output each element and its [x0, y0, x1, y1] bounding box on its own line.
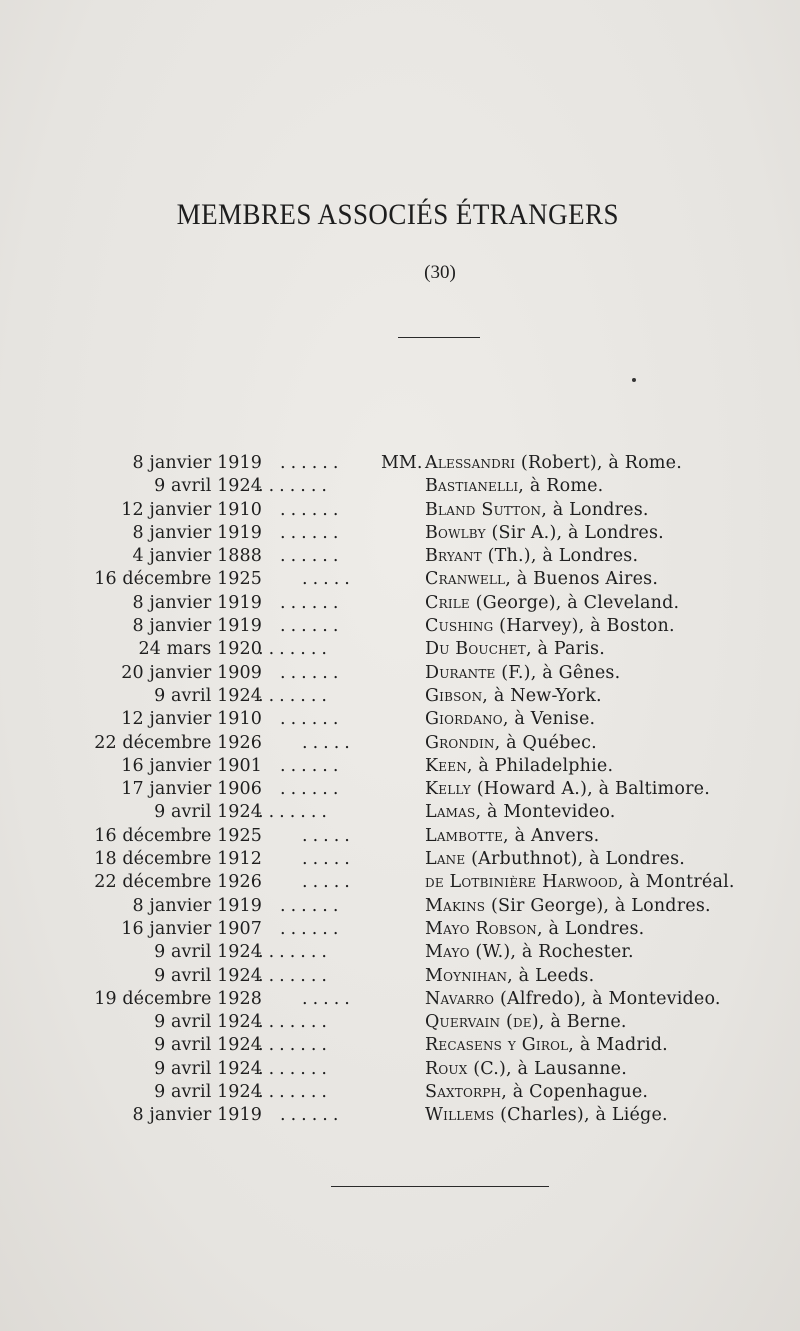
member-details: , à Berne.	[538, 1012, 627, 1033]
member-details: , à Londres.	[537, 918, 645, 939]
member-row	[0, 1058, 800, 1081]
leader-dots: ......	[280, 755, 344, 776]
member-date: 9 avril 1924	[154, 685, 262, 706]
member-date: 19 décembre 1928	[94, 988, 262, 1009]
member-details: , à Londres.	[541, 499, 649, 520]
member-name	[425, 1058, 627, 1081]
member-row	[0, 848, 800, 871]
member-name	[425, 545, 638, 568]
member-surname: Recasens y Girol	[425, 1035, 569, 1056]
member-details: , à Philadelphie.	[466, 755, 614, 776]
member-row	[0, 499, 800, 522]
leader-dots: ......	[280, 616, 344, 637]
leader-dots: ......	[280, 895, 344, 916]
member-name	[425, 895, 711, 918]
leader-dots: ......	[280, 522, 344, 543]
leader-dots: .......	[258, 685, 332, 706]
member-date: 8 janvier 1919	[132, 453, 262, 473]
member-row	[0, 638, 800, 661]
member-row	[0, 662, 800, 685]
member-details: (Alfredo), à Montevideo.	[494, 988, 721, 1009]
member-row	[0, 708, 800, 731]
member-surname: Cranwell	[425, 569, 506, 590]
member-details: (W.), à Rochester.	[469, 942, 634, 963]
member-row	[0, 778, 800, 801]
member-name	[425, 801, 616, 824]
member-date: 16 décembre 1925	[94, 825, 262, 846]
member-date: 20 janvier 1909	[121, 662, 262, 683]
member-name	[425, 988, 721, 1011]
member-details: , à Leeds.	[507, 965, 595, 986]
member-details: , à New-York.	[482, 685, 602, 706]
member-row	[0, 755, 800, 778]
member-surname: Moynihan	[425, 965, 508, 986]
member-surname: Navarro	[425, 988, 495, 1009]
member-row	[0, 1034, 800, 1057]
member-surname: Bland Sutton	[425, 499, 542, 520]
leader-dots: ......	[280, 779, 344, 800]
member-details: , à Montevideo.	[475, 802, 616, 823]
member-surname: Bowlby	[425, 522, 486, 543]
member-date: 22 décembre 1926	[94, 732, 262, 753]
member-date: 12 janvier 1910	[121, 499, 262, 520]
member-row	[0, 685, 800, 708]
member-name	[425, 685, 602, 708]
leader-dots: ......	[280, 662, 344, 683]
member-name	[425, 848, 685, 871]
leader-dots: .....	[302, 849, 355, 870]
member-surname: Bastianelli	[425, 476, 519, 497]
member-date: 8 janvier 1919	[132, 1105, 262, 1126]
member-surname: Quervain (de)	[425, 1012, 539, 1033]
member-date: 16 janvier 1907	[121, 918, 262, 939]
member-date: 4 janvier 1888	[132, 546, 262, 567]
leader-dots: .......	[258, 639, 332, 660]
member-row	[0, 615, 800, 638]
member-name	[425, 732, 597, 755]
member-surname: Durante	[425, 662, 496, 683]
member-surname: Lane	[425, 849, 466, 870]
member-details: (Sir A.), à Londres.	[485, 522, 664, 543]
leader-dots: .......	[258, 1082, 332, 1103]
member-row	[0, 592, 800, 615]
member-surname: Gibson	[425, 685, 483, 706]
leader-dots: .....	[302, 988, 355, 1009]
leader-dots: .....	[302, 825, 355, 846]
member-surname: Keen	[425, 755, 467, 776]
member-date: 24 mars 1920	[138, 639, 262, 660]
member-row	[0, 965, 800, 988]
member-date: 9 avril 1924	[154, 942, 262, 963]
member-count: (30)	[424, 262, 456, 283]
member-name	[425, 825, 599, 848]
member-name	[425, 452, 682, 475]
member-details: , à Rome.	[518, 476, 604, 497]
member-name	[425, 708, 595, 731]
member-date: 17 janvier 1906	[121, 779, 262, 800]
member-date: 16 janvier 1901	[121, 755, 262, 776]
member-surname: Giordano	[425, 709, 503, 730]
member-details: (Robert), à Rome.	[515, 453, 683, 473]
member-date: 9 avril 1924	[154, 1035, 262, 1056]
member-date: 9 avril 1924	[154, 965, 262, 986]
member-surname: Kelly	[425, 779, 471, 800]
member-date: 9 avril 1924	[154, 1082, 262, 1103]
member-surname: Du Bouchet	[425, 639, 526, 660]
member-surname: de Lotbinière Harwood	[425, 872, 618, 893]
member-row	[0, 522, 800, 545]
member-name	[425, 662, 620, 685]
member-date: 8 janvier 1919	[132, 616, 262, 637]
leader-dots: .....	[302, 732, 355, 753]
members-list	[0, 452, 800, 1128]
member-row	[0, 732, 800, 755]
member-details: , à Paris.	[525, 639, 605, 660]
member-date: 8 janvier 1919	[132, 522, 262, 543]
leader-dots: .....	[302, 872, 355, 893]
member-name	[425, 1081, 648, 1104]
member-details: , à Anvers.	[503, 825, 600, 846]
member-row	[0, 871, 800, 894]
leader-dots: .......	[258, 802, 332, 823]
member-name	[425, 638, 605, 661]
member-details: (Sir George), à Londres.	[485, 895, 711, 916]
member-details: (C.), à Lausanne.	[467, 1058, 627, 1079]
member-date: 8 janvier 1919	[132, 592, 262, 613]
member-name	[425, 965, 594, 988]
leader-dots: .......	[258, 942, 332, 963]
member-details: (Arbuthnot), à Londres.	[465, 849, 686, 870]
member-name	[425, 592, 679, 615]
member-date: 9 avril 1924	[154, 476, 262, 497]
member-name	[425, 1011, 627, 1034]
leader-dots: .......	[258, 965, 332, 986]
top-divider	[398, 337, 480, 338]
member-name	[425, 941, 634, 964]
member-surname: Alessandri	[425, 453, 516, 473]
leader-dots: ......	[280, 1105, 344, 1126]
leader-dots: .....	[302, 569, 355, 590]
leader-dots: ......	[280, 709, 344, 730]
member-date: 9 avril 1924	[154, 1012, 262, 1033]
member-date: 22 décembre 1926	[94, 872, 262, 893]
member-details: , à Montréal.	[617, 872, 735, 893]
member-surname: Bryant	[425, 546, 482, 567]
member-row	[0, 1104, 800, 1127]
member-name	[425, 499, 649, 522]
member-surname: Grondin	[425, 732, 495, 753]
member-details: , à Buenos Aires.	[505, 569, 659, 590]
member-row	[0, 545, 800, 568]
honorific: MM.	[381, 453, 423, 473]
member-details: , à Madrid.	[568, 1035, 668, 1056]
member-details: , à Venise.	[502, 709, 596, 730]
member-surname: Willems	[425, 1105, 495, 1126]
member-row	[0, 568, 800, 591]
print-speck	[632, 378, 636, 382]
member-surname: Makins	[425, 895, 486, 916]
member-details: , à Copenhague.	[501, 1082, 649, 1103]
member-date: 8 janvier 1919	[132, 895, 262, 916]
leader-dots: ......	[280, 592, 344, 613]
member-surname: Crile	[425, 592, 470, 613]
member-date: 9 avril 1924	[154, 802, 262, 823]
leader-dots: ......	[280, 546, 344, 567]
member-details: , à Québec.	[494, 732, 597, 753]
member-row	[0, 825, 800, 848]
member-details: (George), à Cleveland.	[469, 592, 680, 613]
leader-dots: ......	[280, 499, 344, 520]
member-surname: Saxtorph	[425, 1082, 502, 1103]
leader-dots: .......	[258, 1035, 332, 1056]
member-name	[425, 522, 664, 545]
leader-dots: .......	[258, 1012, 332, 1033]
member-row	[0, 895, 800, 918]
member-row	[0, 1081, 800, 1104]
member-row	[0, 941, 800, 964]
leader-dots: .......	[258, 476, 332, 497]
member-name	[425, 778, 710, 801]
member-date: 16 décembre 1925	[94, 569, 262, 590]
member-surname: Lamas	[425, 802, 476, 823]
member-name	[425, 918, 644, 941]
member-name	[425, 755, 613, 778]
member-surname: Lambotte	[425, 825, 504, 846]
member-row	[0, 475, 800, 498]
member-surname: Roux	[425, 1058, 468, 1079]
member-row	[0, 988, 800, 1011]
member-name	[425, 871, 735, 894]
bottom-divider	[331, 1186, 549, 1187]
member-surname: Cushing	[425, 616, 494, 637]
member-name	[425, 1034, 668, 1057]
member-name	[425, 475, 603, 498]
page-title: MEMBRES ASSOCIÉS ÉTRANGERS	[176, 198, 619, 231]
member-row	[0, 452, 800, 475]
member-details: (Howard A.), à Baltimore.	[470, 779, 710, 800]
member-row	[0, 1011, 800, 1034]
member-details: (Harvey), à Boston.	[493, 616, 675, 637]
member-surname: Mayo Robson	[425, 918, 538, 939]
leader-dots: ......	[280, 918, 344, 939]
member-details: (Th.), à Londres.	[481, 546, 639, 567]
leader-dots: .......	[258, 1058, 332, 1079]
member-name	[425, 615, 675, 638]
member-date: 12 janvier 1910	[121, 709, 262, 730]
member-details: (Charles), à Liége.	[494, 1105, 668, 1126]
member-row	[0, 918, 800, 941]
leader-dots: ......	[280, 453, 344, 473]
member-date: 9 avril 1924	[154, 1058, 262, 1079]
member-name	[425, 568, 658, 591]
member-details: (F.), à Gênes.	[495, 662, 621, 683]
member-date: 18 décembre 1912	[94, 849, 262, 870]
member-row	[0, 801, 800, 824]
member-name	[425, 1104, 668, 1127]
member-surname: Mayo	[425, 942, 470, 963]
